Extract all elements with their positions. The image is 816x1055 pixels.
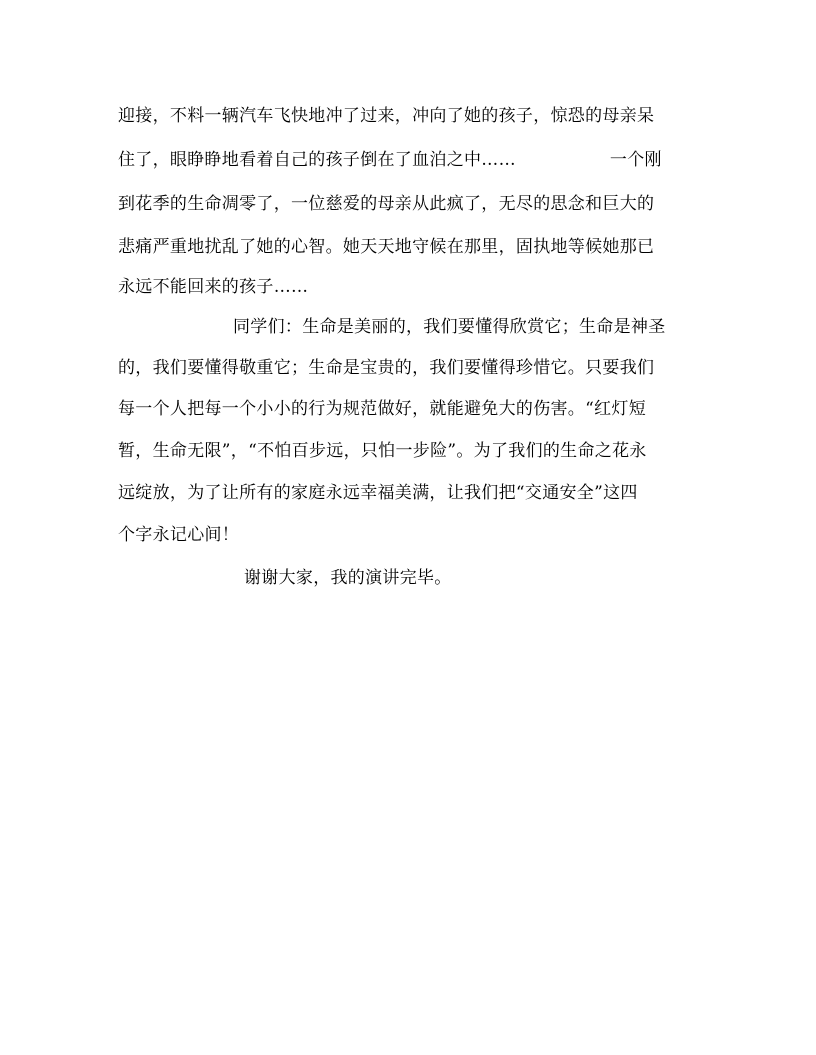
text-line: 悲痛严重地扰乱了她的心智。她天天地守候在那里，固执地等候她那已 [118, 237, 655, 257]
text-line: 远绽放，为了让所有的家庭永远幸福美满，让我们把“交通安全”这四 [118, 483, 638, 503]
text-line: 到花季的生命凋零了，一位慈爱的母亲从此疯了，无尽的思念和巨大的 [118, 194, 655, 214]
text-line: 迎接，不料一辆汽车飞快地冲了过来，冲向了她的孩子，惊恐的母亲呆 [118, 106, 655, 126]
text-line: 个字永记心间！ [118, 525, 240, 545]
text-line: 同学们：生命是美丽的，我们要懂得欣赏它；生命是神圣 [233, 317, 666, 337]
text-line: 的，我们要懂得敬重它；生命是宝贵的，我们要懂得珍惜它。只要我们 [118, 358, 655, 378]
text-line: 暂，生命无限”，“不怕百步远，只怕一步险”。为了我们的生命之花永 [118, 441, 647, 461]
closing-line: 谢谢大家，我的演讲完毕。 [244, 568, 452, 588]
text-segment: 住了，眼睁睁地看着自己的孩子倒在了血泊之中…… [118, 150, 516, 170]
text-line: 每一个人把每一个小小的行为规范做好，就能避免大的伤害。“红灯短 [118, 399, 646, 419]
text-line: 永远不能回来的孩子…… [118, 277, 309, 297]
text-segment: 一个刚 [609, 150, 662, 170]
text-line [118, 149, 662, 171]
